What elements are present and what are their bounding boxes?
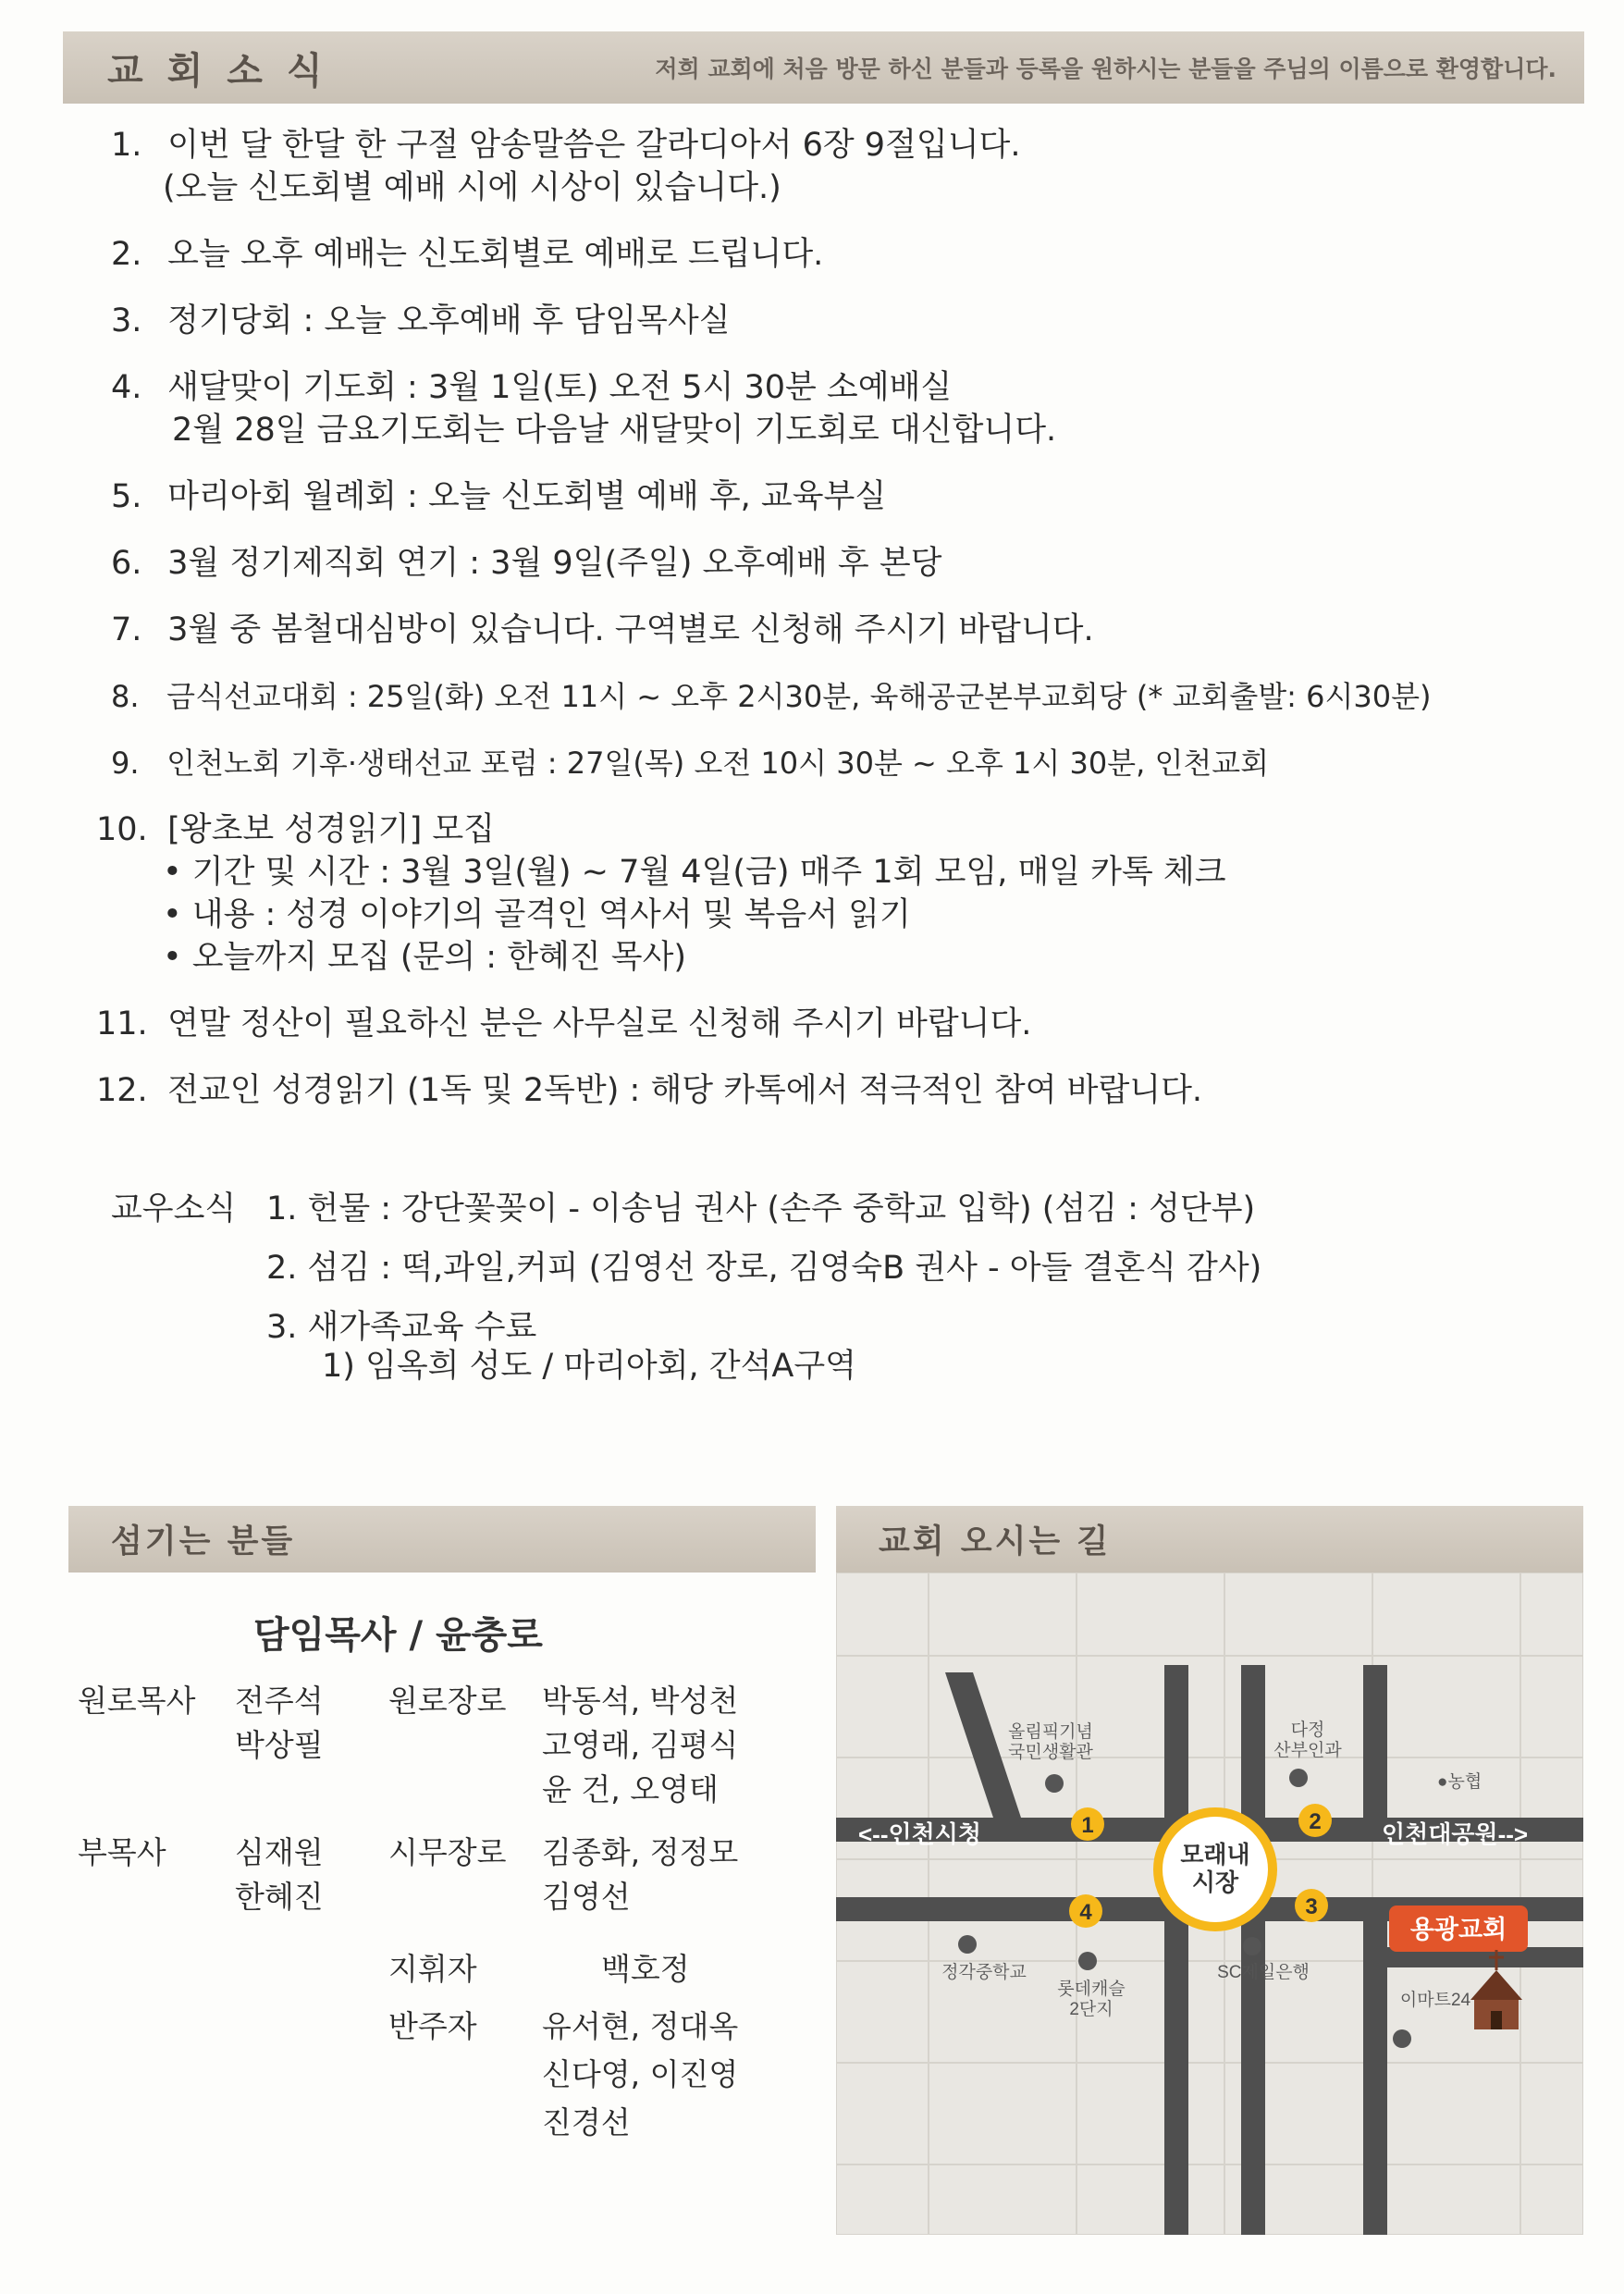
church-label: 용광교회	[1409, 1916, 1507, 1943]
landmark-olympic-2: 국민생활관	[1008, 1743, 1093, 1762]
notice-item: 1. 이번 달 한달 한 구절 암송말씀은 갈라디아서 6장 9절입니다. (오늘 신도회별 예배 시에 시상이 있습니다.)	[111, 127, 1021, 206]
center-label-2: 시장	[1191, 1868, 1239, 1896]
member-news-label: 교우소식	[111, 1190, 237, 1227]
landmark-olympic: 올림픽기념	[1008, 1722, 1093, 1742]
exit-4-label: 4	[1079, 1900, 1092, 1925]
welcome-message: 저희 교회에 처음 방문 하신 분들과 등록을 원하시는 분들을 주님의 이름으로 환영합니다.	[655, 56, 1556, 82]
staff-name: 한혜진	[235, 1879, 324, 1915]
page-title: 교회소식	[107, 49, 347, 92]
staff-name: 백호정	[601, 1951, 690, 1987]
role-label: 반주자	[388, 2008, 477, 2044]
staff-section-header	[68, 1506, 816, 1572]
map-section-title: 교회 오시는 길	[879, 1523, 1112, 1560]
notice-item: 12. 전교인 성경읽기 (1독 및 2독반) : 해당 카톡에서 적극적인 참여 바랍니다.	[96, 1072, 1203, 1109]
role-label: 부목사	[78, 1834, 166, 1870]
member-news-item: 1. 헌물 : 강단꽃꽂이 - 이송님 권사 (손주 중학교 입학) (섬김 : 성단부)	[266, 1190, 1256, 1227]
landmark-dot	[1243, 1937, 1261, 1955]
landmark-clinic-2: 산부인과	[1273, 1741, 1342, 1760]
staff-section-title: 섬기는 분들	[111, 1523, 296, 1560]
staff-name: 박동석, 박성천	[542, 1683, 739, 1719]
notice-item: 10. [왕초보 성경읽기] 모집 • 기간 및 시간 : 3월 3일(월) ~ 7월 4일(금) 매주 1회 모임, 매일 카톡 체크 • 내용 : 성경 이야기의 골격인 역사서 및 복음서 읽기 • 오늘까지 모집 (문의 : 한혜진 목사)	[96, 811, 1226, 976]
notice-item: 7. 3월 중 봄철대심방이 있습니다. 구역별로 신청해 주시기 바랍니다.	[111, 611, 1094, 648]
landmark-emart: 이마트24	[1399, 1991, 1471, 2010]
center-label: 모래내	[1180, 1841, 1250, 1868]
landmark-sc-bank: SC제일은행	[1217, 1963, 1310, 1982]
landmark-dot	[1078, 1952, 1097, 1970]
staff-name: 전주석	[235, 1683, 324, 1719]
role-label: 원로목사	[78, 1683, 196, 1719]
exit-3-label: 3	[1305, 1894, 1318, 1919]
right-road-label: 인천대공원-->	[1382, 1820, 1529, 1848]
staff-name: 신다영, 이진영	[542, 2056, 739, 2092]
staff-name: 진경선	[542, 2104, 631, 2140]
staff-name: 고영래, 김평식	[542, 1727, 739, 1763]
landmark-clinic: 다정	[1290, 1720, 1325, 1740]
map-svg	[836, 1572, 1583, 2235]
staff-name: 윤 건, 오영태	[542, 1771, 719, 1807]
staff-name: 박상필	[235, 1727, 324, 1763]
exit-1-label: 1	[1081, 1813, 1094, 1838]
landmark-dot	[1393, 2029, 1411, 2048]
role-label: 지휘자	[388, 1951, 477, 1987]
member-news-subitem: 1) 임옥희 성도 / 마리아회, 간석A구역	[322, 1348, 856, 1385]
notice-item: 4. 새달맞이 기도회 : 3월 1일(토) 오전 5시 30분 소예배실 2월 28일 금요기도회는 다음날 새달맞이 기도회로 대신합니다.	[111, 369, 1057, 449]
landmark-dot	[958, 1935, 977, 1954]
member-news	[111, 1188, 1261, 1404]
church-news-header	[63, 31, 1584, 104]
member-news-item: 3. 새가족교육 수료	[266, 1309, 537, 1346]
notice-item: 3. 정기당회 : 오늘 오후예배 후 담임목사실	[111, 302, 731, 339]
map-section-header	[836, 1506, 1583, 1572]
notice-item: 6. 3월 정기제직회 연기 : 3월 9일(주일) 오후예배 후 본당	[111, 545, 942, 582]
notice-item: 8. 금식선교대회 : 25일(화) 오전 11시 ~ 오후 2시30분, 육해공군본부교회당 (* 교회출발: 6시30분)	[111, 679, 1432, 714]
notice-item: 2. 오늘 오후 예배는 신도회별로 예배로 드립니다.	[111, 236, 824, 273]
staff-name: 김영선	[542, 1879, 631, 1915]
left-road-label: <--인천시청	[858, 1820, 981, 1848]
senior-pastor: 담임목사 / 윤충로	[253, 1614, 543, 1657]
role-label: 시무장로	[388, 1834, 507, 1870]
notice-item: 11. 연말 정산이 필요하신 분은 사무실로 신청해 주시기 바랍니다.	[96, 1005, 1032, 1042]
landmark-dot	[1289, 1769, 1308, 1787]
directions-map	[836, 1572, 1583, 2235]
landmark-nonghyup: ●농협	[1437, 1772, 1483, 1792]
notice-item: 5. 마리아회 월례회 : 오늘 신도회별 예배 후, 교육부실	[111, 478, 887, 515]
exit-2-label: 2	[1309, 1809, 1322, 1834]
landmark-lotte: 롯데캐슬	[1057, 1980, 1126, 1999]
member-news-item: 2. 섬김 : 떡,과일,커피 (김영선 장로, 김영숙B 권사 - 아들 결혼식 감사)	[266, 1250, 1262, 1287]
landmark-dot	[1045, 1774, 1064, 1793]
role-label: 원로장로	[388, 1683, 507, 1719]
landmark-school: 정각중학교	[941, 1963, 1027, 1982]
staff-name: 김종화, 정정모	[542, 1834, 739, 1870]
notice-item: 9. 인천노회 기후·생태선교 포럼 : 27일(목) 오전 10시 30분 ~ 오후 1시 30분, 인천교회	[111, 746, 1270, 781]
staff-name: 유서현, 정대옥	[542, 2008, 739, 2044]
landmark-lotte-2: 2단지	[1069, 2000, 1113, 2019]
notice-list	[96, 124, 1554, 1136]
staff-name: 심재원	[235, 1834, 324, 1870]
